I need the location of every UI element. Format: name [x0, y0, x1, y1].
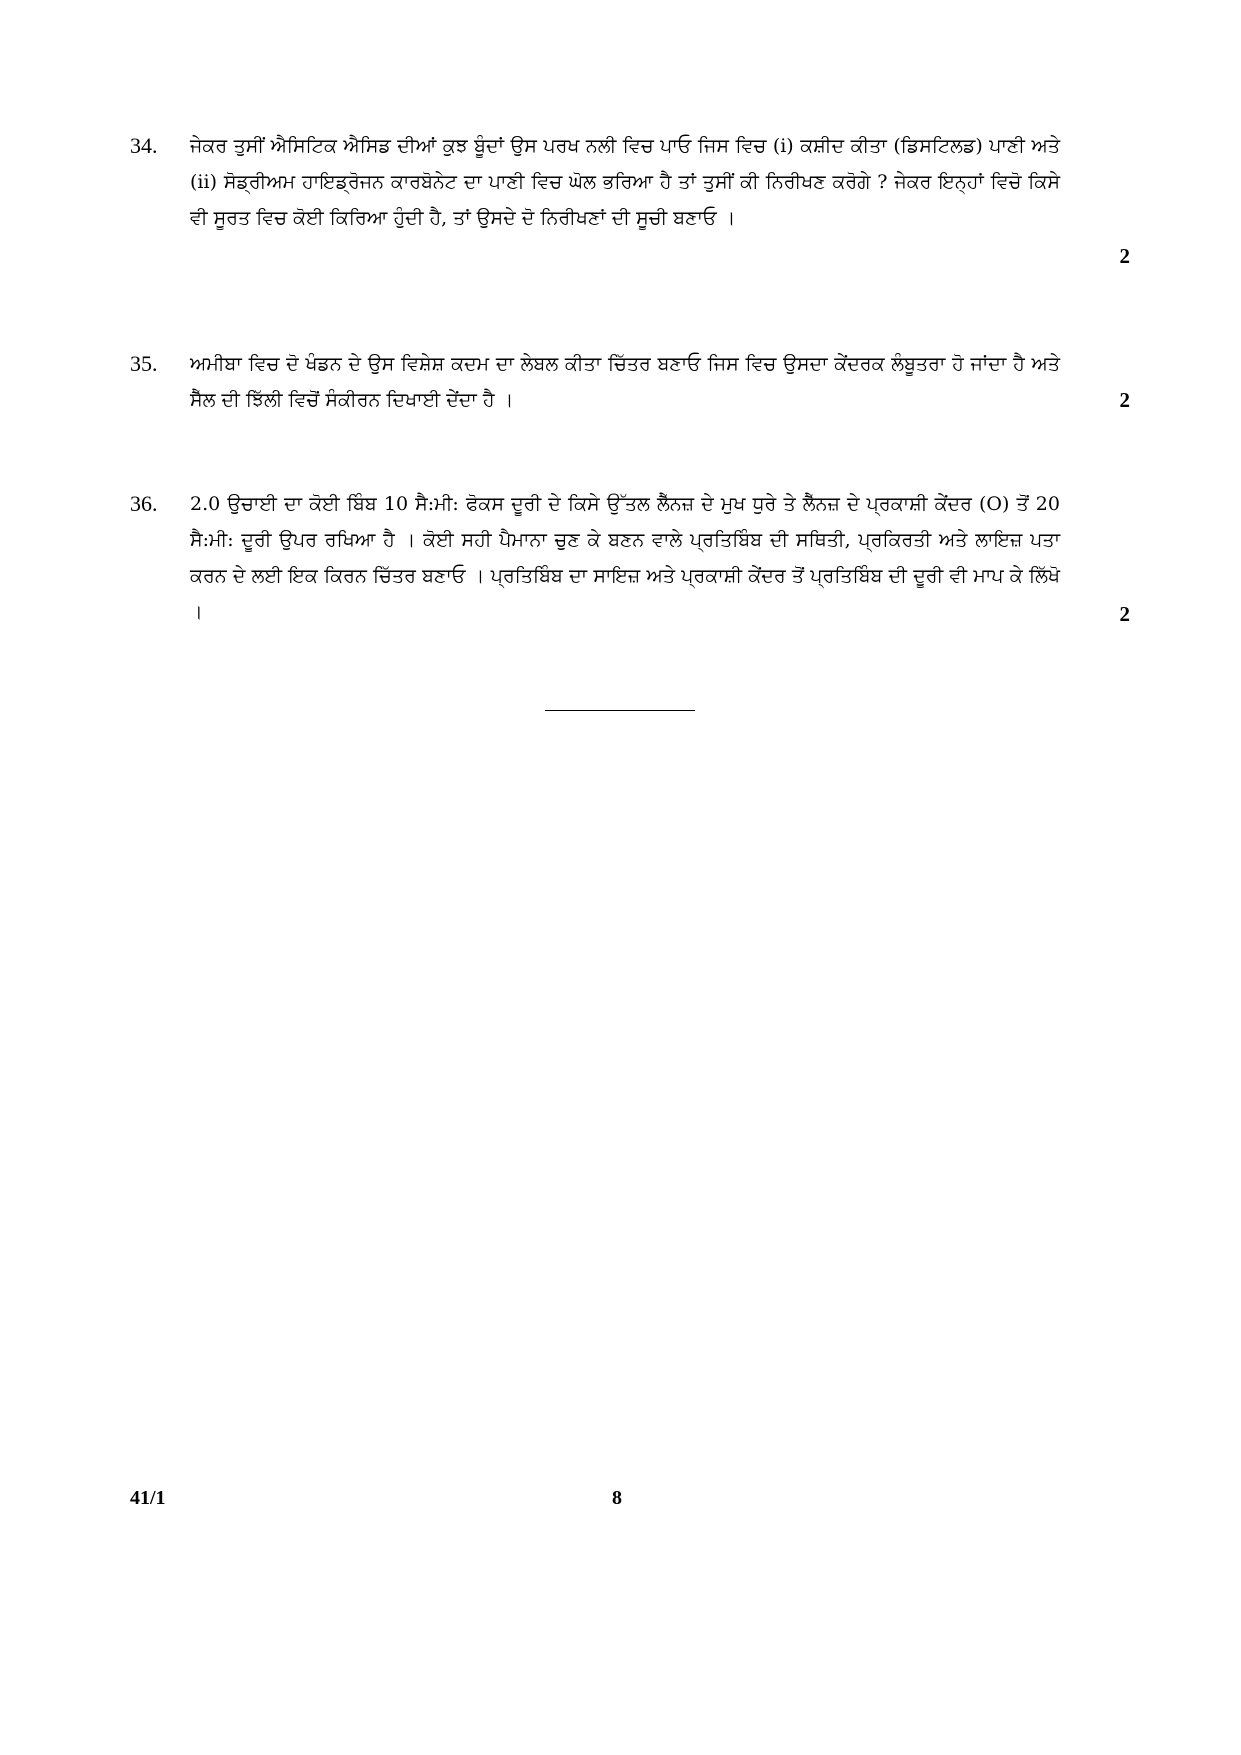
question-35 [130, 346, 1130, 426]
question-marks: 2 [1119, 602, 1130, 626]
question-text: ਜੇਕਰ ਤੁਸੀਂ ਐਸਿਟਿਕ ਐਸਿਡ ਦੀਆਂ ਕੁਝ ਬੂੰਦਾਂ ਉਸ ਪਰਖ ਨਲੀ ਵਿਚ ਪਾਓ ਜਿਸ ਵਿਚ (i) ਕਸ਼ੀਦ ਕੀਤਾ (ਡਿਸਟਿਲਡ) ਪਾਣੀ ਅਤੇ (ii) ਸੋਡ੍ਰੀਅਮ ਹਾਇਡ੍ਰੋਜਨ ਕਾਰਬੋਨੇਟ ਦਾ ਪਾਣੀ ਵਿਚ ਘੋਲ ਭਰਿਆ ਹੈ ਤਾਂ ਤੁਸੀਂ ਕੀ ਨਿਰੀਖਣ ਕਰੋਗੇ ? ਜੇਕਰ ਇਨ੍ਹਾਂ ਵਿਚੋ ਕਿਸੇ ਵੀ ਸੂਰਤ ਵਿਚ ਕੋਈ ਕਿਰਿਆ ਹੁੰਦੀ ਹੈ, ਤਾਂ ਉਸਦੇ ਦੋ ਨਿਰੀਖਣਾਂ ਦੀ ਸੂਚੀ ਬਣਾਓ । [190, 135, 1060, 229]
paper-code: 41/1 [130, 1487, 166, 1509]
end-divider [545, 710, 695, 711]
question-text: 2.0 ਉਚਾਈ ਦਾ ਕੋਈ ਬਿੰਬ 10 ਸੈ:ਮੀ: ਫੋਕਸ ਦੂਰੀ ਦੇ ਕਿਸੇ ਉੱਤਲ ਲੈੱਨਜ਼ ਦੇ ਮੁਖ ਧੁਰੇ ਤੇ ਲੈੱਨਜ਼ ਦੇ ਪ੍ਰਕਾਸ਼ੀ ਕੇਂਦਰ (O) ਤੋਂ 20 ਸੈ:ਮੀ: ਦੂਰੀ ਉਪਰ ਰਖਿਆ ਹੈ । ਕੋਈ ਸਹੀ ਪੈਮਾਨਾ ਚੁਣ ਕੇ ਬਣਨ ਵਾਲੇ ਪ੍ਰਤਿਬਿੰਬ ਦੀ ਸਥਿਤੀ, ਪ੍ਰਕਿਰਤੀ ਅਤੇ ਲਾਇਜ਼ ਪਤਾ ਕਰਨ ਦੇ ਲਈ ਇਕ ਕਿਰਨ ਚਿੱਤਰ ਬਣਾਓ । ਪ੍ਰਤਿਬਿੰਬ ਦਾ ਸਾਇਜ਼ ਅਤੇ ਪ੍ਰਕਾਸ਼ੀ ਕੇਂਦਰ ਤੋਂ ਪ੍ਰਤਿਬਿੰਬ ਦੀ ਦੂਰੀ ਵੀ ਮਾਪ ਕੇ ਲਿੱਖੋ । [190, 493, 1060, 623]
question-text: ਅਮੀਬਾ ਵਿਚ ਦੋ ਖੰਡਨ ਦੇ ਉਸ ਵਿਸ਼ੇਸ਼ ਕਦਮ ਦਾ ਲੇਬਲ ਕੀਤਾ ਚਿੱਤਰ ਬਣਾਓ ਜਿਸ ਵਿਚ ਉਸਦਾ ਕੇਂਦਰਕ ਲੰਬੂਤਰਾ ਹੋ ਜਾਂਦਾ ਹੈ ਅਤੇ ਸੈੱਲ ਦੀ ਝਿੱਲੀ ਵਿਚੋਂ ਸੰਕੀਰਨ ਦਿਖਾਈ ਦੇਂਦਾ ਹੈ । [190, 353, 1060, 411]
question-34 [130, 128, 1130, 278]
question-number: 35. [130, 351, 158, 376]
question-number: 34. [130, 133, 158, 158]
question-marks: 2 [1119, 244, 1130, 268]
page-number: 8 [612, 1487, 622, 1509]
question-36 [130, 486, 1130, 636]
question-number: 36. [130, 491, 158, 516]
question-marks: 2 [1119, 388, 1130, 412]
